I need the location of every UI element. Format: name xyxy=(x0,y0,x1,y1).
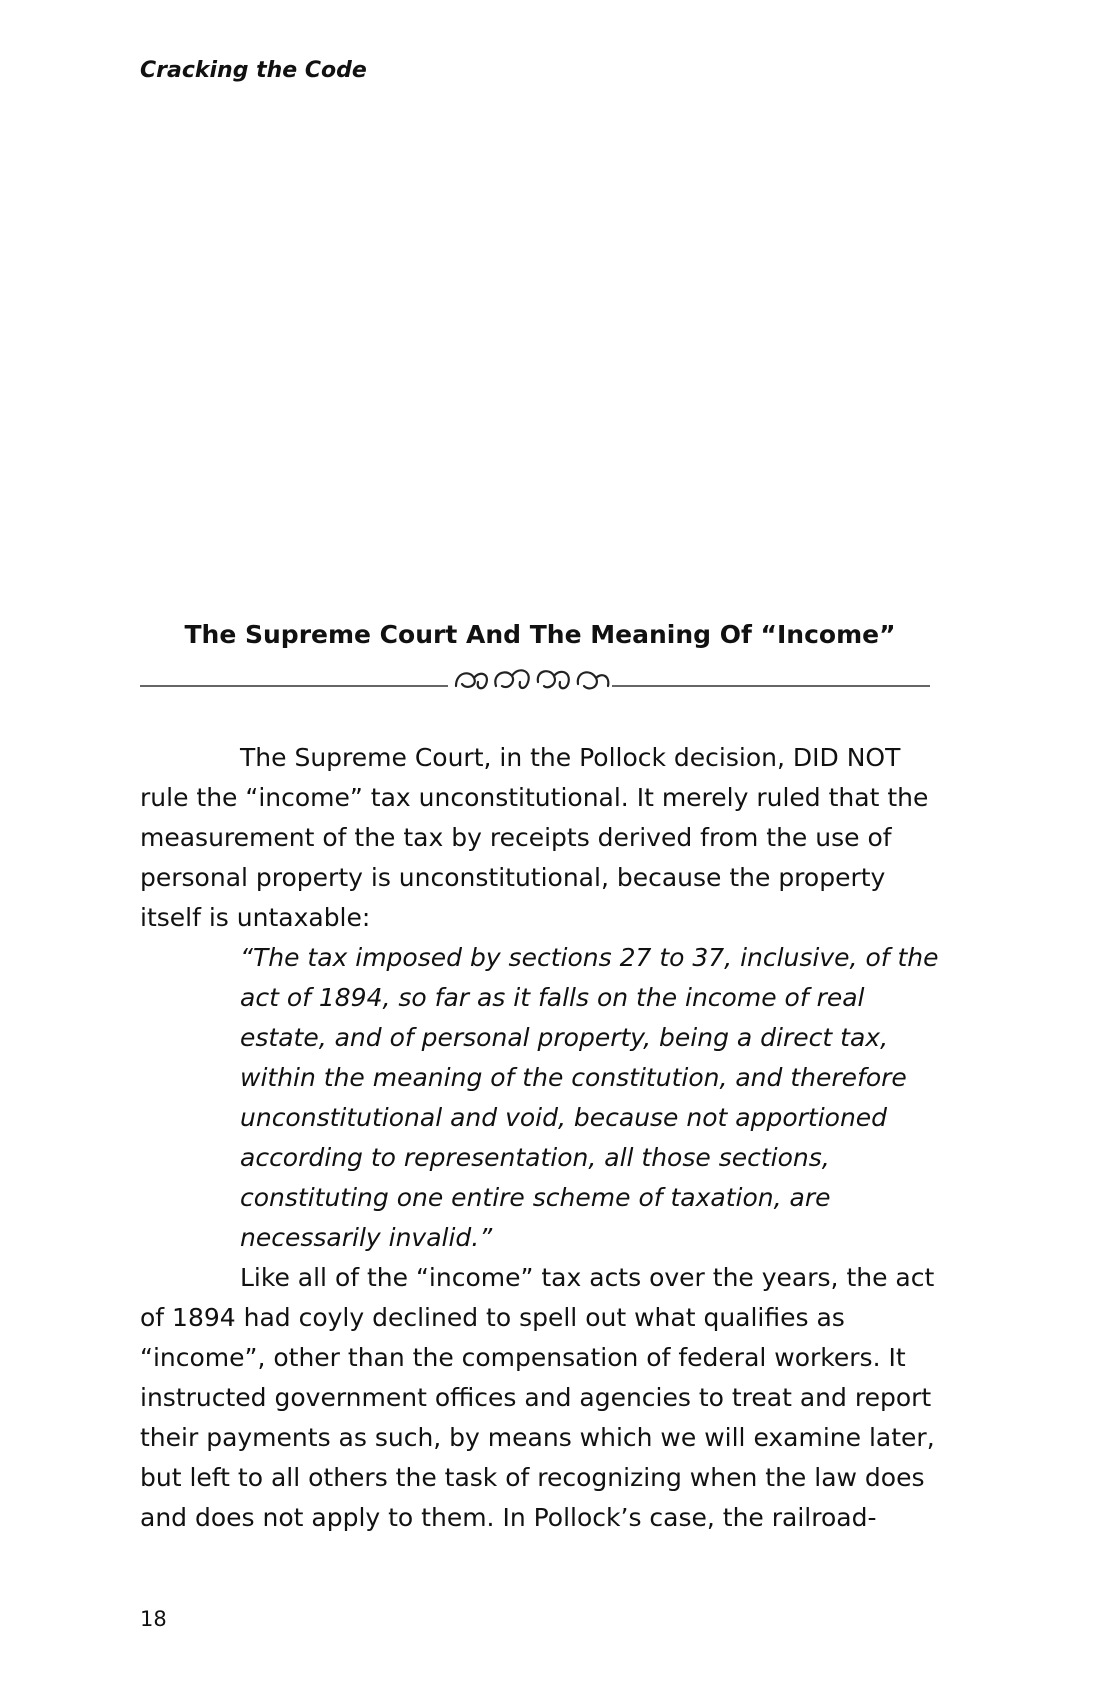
fleuron-icon xyxy=(456,670,608,688)
court-quote: “The tax imposed by sections 27 to 37, inclusive, of the act of 1894, so far as it falls on the income of real estate, and of personal property, being a direct tax, within the meaning of the constitution, and therefore unconstitutional and void, because not apportioned according to representation, all those sections, constituting one entire scheme of taxation, are necessarily invalid.” xyxy=(240,943,939,1252)
running-head-title: Cracking the Code xyxy=(140,58,367,83)
body-text xyxy=(140,738,940,1538)
page-number: 18 xyxy=(140,1607,167,1631)
chapter-title: The Supreme Court And The Meaning Of “Income” xyxy=(184,620,896,649)
ornament-divider xyxy=(140,660,930,700)
paragraph-2: Like all of the “income” tax acts over the years, the act of 1894 had coyly declined to spell out what qualifies as “income”, other than the compensation of federal workers. It instructed government offices and agencies to treat and report their payments as such, by means which we will examine later, but left to all others the task of recognizing when the law does and does not apply to them. In Pollock’s case, the railroad- xyxy=(140,1263,935,1532)
paragraph-1: The Supreme Court, in the Pollock decision, DID NOT rule the “income” tax unconstitutional. It merely ruled that the measurement of the tax by receipts derived from the use of personal property is unconstitutional, because the property itself is untaxable: xyxy=(140,743,929,932)
